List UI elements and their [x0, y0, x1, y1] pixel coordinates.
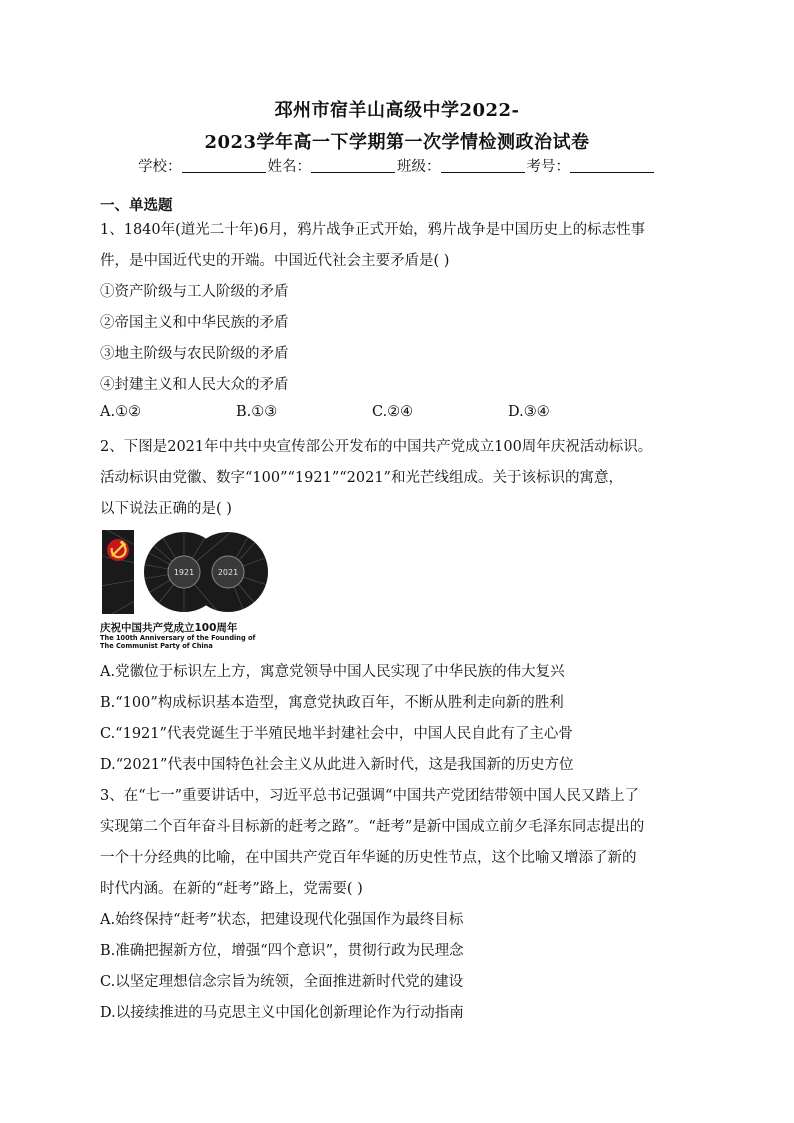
q1-item-2: ②帝国主义和中华民族的矛盾 [100, 315, 289, 331]
q2-option-d: D.“2021”代表中国特色社会主义从此进入新时代，这是我国新的历史方位 [100, 757, 574, 773]
q3-stem-line4: 时代内涵。在新的“赶考”路上，党需要( ) [100, 881, 363, 897]
q1-item-1: ①资产阶级与工人阶级的矛盾 [100, 284, 289, 300]
q1-option-a: A.①② [100, 404, 142, 420]
student-info-row [0, 155, 794, 176]
q2-stem-line1: 2、下图是2021年中共中央宣传部公开发布的中国共产党成立100周年庆祝活动标识。 [100, 439, 653, 455]
year-1921-text: 1921 [173, 568, 195, 577]
q3-stem-line1: 3、在“七一”重要讲话中，习近平总书记强调“中国共产党团结带领中国人民又踏上了 [100, 788, 639, 804]
q3-option-b: B.准确把握新方位，增强“四个意识”，贯彻行政为民理念 [100, 943, 464, 959]
school-label: 学校： [138, 159, 182, 175]
year-2021-text: 2021 [217, 568, 239, 577]
q3-option-c: C.以坚定理想信念宗旨为统领，全面推进新时代党的建设 [100, 974, 464, 990]
school-blank [182, 158, 266, 173]
exam-number-label: 考号： [526, 159, 570, 175]
logo-caption-english-2: The Communist Party of China [100, 642, 213, 650]
logo-caption-chinese: 庆祝中国共产党成立100周年 [100, 622, 238, 634]
q1-item-4: ④封建主义和人民大众的矛盾 [100, 377, 289, 393]
exam-title-line1: 邳州市宿羊山高级中学2022- [274, 100, 520, 121]
q3-option-d: D.以接续推进的马克思主义中国化创新理论作为行动指南 [100, 1005, 464, 1021]
q1-stem-line1: 1、1840年(道光二十年)6月，鸦片战争正式开始，鸦片战争是中国历史上的标志性事 [100, 222, 646, 238]
exam-number-blank [570, 158, 654, 173]
name-label: 姓名： [267, 159, 311, 175]
q2-option-c: C.“1921”代表党诞生于半殖民地半封建社会中，中国人民自此有了主心骨 [100, 726, 573, 742]
q1-item-3: ③地主阶级与农民阶级的矛盾 [100, 346, 289, 362]
q3-stem-line3: 一个十分经典的比喻，在中国共产党百年华诞的历史性节点，这个比喻又增添了新的 [100, 850, 637, 866]
q3-stem-line2: 实现第二个百年奋斗目标新的赶考之路”。“赶考”是新中国成立前夕毛泽东同志提出的 [100, 819, 645, 835]
q1-option-d: D.③④ [508, 404, 550, 420]
class-blank [441, 158, 525, 173]
section-title: 一、单选题 [100, 197, 173, 214]
q2-option-b: B.“100”构成标识基本造型，寓意党执政百年，不断从胜利走向新的胜利 [100, 695, 564, 711]
logo-caption-english-1: The 100th Anniversary of the Founding of [100, 634, 256, 642]
name-blank [311, 158, 395, 173]
q2-option-a: A.党徽位于标识左上方，寓意党领导中国人民实现了中华民族的伟大复兴 [100, 664, 565, 680]
party-emblem-icon [107, 539, 129, 561]
q3-option-a: A.始终保持“赶考”状态，把建设现代化强国作为最终目标 [100, 912, 464, 928]
exam-title-line2: 2023学年高一下学期第一次学情检测政治试卷 [204, 132, 590, 153]
centennial-logo-graphic [100, 526, 270, 621]
q1-option-b: B.①③ [236, 404, 278, 420]
class-label: 班级： [397, 159, 441, 175]
q2-stem-line3: 以下说法正确的是( ) [100, 501, 232, 517]
q1-stem-line2: 件，是中国近代史的开端。中国近代社会主要矛盾是( ) [100, 253, 450, 269]
q2-stem-line2: 活动标识由党徽、数字“100”“1921”“2021”和光芒线组成。关于该标识的寓意， [100, 470, 623, 486]
q1-option-c: C.②④ [372, 404, 414, 420]
